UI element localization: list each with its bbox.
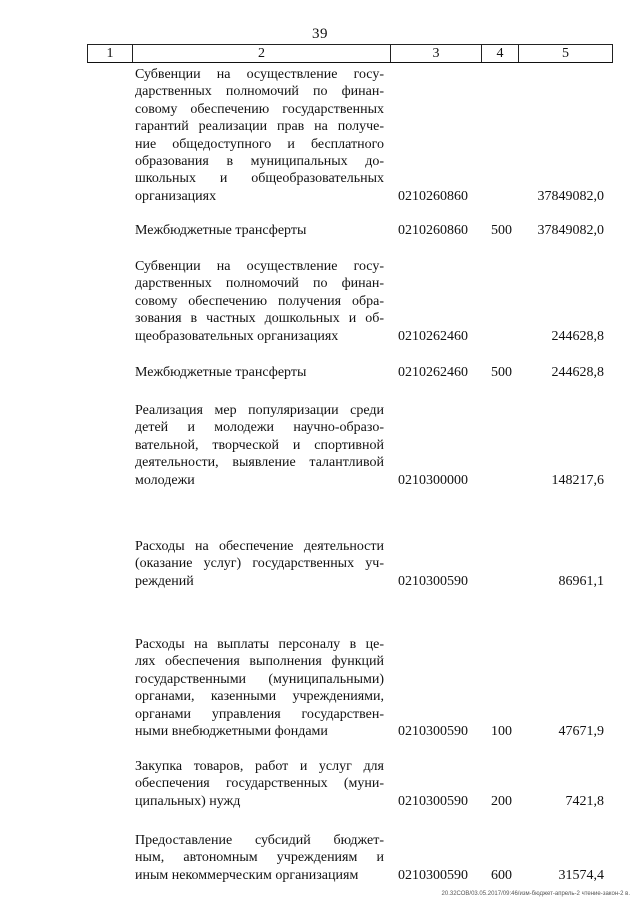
- row-name-line: деятельности, выявление талантливой: [135, 455, 384, 471]
- row-name: [135, 832, 384, 884]
- row-code: 0210262460: [398, 365, 468, 380]
- header-col-1: 1: [88, 45, 133, 62]
- row-amount: 37849082,0: [537, 223, 604, 238]
- row-name-line: обеспечения государственных (муни-: [135, 776, 384, 792]
- row-amount: 86961,1: [558, 573, 604, 589]
- row-name-line: совому обеспечению получения обра-: [135, 293, 384, 309]
- header-col-3: 3: [391, 45, 482, 62]
- row-code: 0210260860: [398, 223, 468, 238]
- row-name-line: органами, казенными учреждениями,: [135, 689, 384, 705]
- row-code: 0210300590: [398, 573, 468, 589]
- row-name-line: ние общедоступного и бесплатного: [135, 136, 384, 152]
- row-name: [135, 364, 384, 381]
- row-amount: 148217,6: [551, 472, 604, 488]
- row-expense-type: 200: [491, 793, 512, 809]
- row-amount: 37849082,0: [537, 188, 604, 204]
- row-name-line: Расходы на выплаты персоналу в це-: [135, 637, 384, 652]
- row-amount: 7421,8: [565, 793, 604, 809]
- row-name-line: органами управления государствен-: [135, 706, 384, 722]
- row-code: 0210300590: [398, 867, 468, 883]
- row-code: 0210260860: [398, 188, 468, 204]
- header-col-2: 2: [133, 45, 391, 62]
- row-code: 0210262460: [398, 328, 468, 344]
- row-name-line: ными внебюджетными фондами: [135, 724, 328, 740]
- row-name-line: иным некоммерческим организациям: [135, 867, 359, 883]
- row-name-line: зования в частных дошкольных и об-: [135, 311, 384, 327]
- row-name-line: Субвенции на осуществление госу-: [135, 259, 384, 274]
- row-amount: 31574,4: [558, 867, 604, 883]
- row-name-line: щеобразовательных организациях: [135, 328, 339, 344]
- row-amount: 244628,8: [551, 328, 604, 344]
- row-name: [135, 758, 384, 810]
- row-name: [135, 66, 384, 205]
- row-name-line: Предоставление субсидий бюджет-: [135, 833, 384, 848]
- row-name: [135, 636, 384, 740]
- row-name-line: Межбюджетные трансферты: [135, 365, 307, 380]
- row-code: 0210300590: [398, 793, 468, 809]
- row-name-line: реждений: [135, 573, 194, 589]
- row-name: [135, 538, 384, 590]
- row-code: 0210300000: [398, 472, 468, 488]
- table-header: [87, 44, 613, 63]
- row-name-line: лях обеспечения выполнения функций: [135, 654, 384, 670]
- row-name-line: Межбюджетные трансферты: [135, 223, 307, 238]
- row-amount: 244628,8: [551, 365, 604, 380]
- page-number: 39: [312, 26, 328, 42]
- row-name-line: Реализация мер популяризации среди: [135, 403, 384, 418]
- row-expense-type: 600: [491, 867, 512, 883]
- row-name-line: молодежи: [135, 472, 195, 488]
- row-name-line: ципальных) нужд: [135, 793, 241, 809]
- row-name: [135, 402, 384, 489]
- row-name-line: ным, автономным учреждениям и: [135, 850, 384, 866]
- row-name: [135, 258, 384, 345]
- row-name-line: школьных и общеобразовательных: [135, 171, 384, 187]
- row-name: [135, 222, 384, 239]
- footer-print-mark: 20.32СОВ/03.05.2017/09:46/изм-бюджет-апрель-2 чтение-закон-2 в.: [441, 891, 630, 897]
- row-expense-type: 500: [491, 365, 512, 380]
- row-amount: 47671,9: [558, 724, 604, 739]
- row-name-line: организациях: [135, 188, 217, 204]
- row-name-line: дарственных полномочий по финан-: [135, 276, 384, 292]
- row-name-line: гарантий реализации прав на получе-: [135, 119, 384, 135]
- row-expense-type: 500: [491, 223, 512, 238]
- row-name-line: детей и молодежи научно-образо-: [135, 420, 384, 436]
- header-col-5: 5: [562, 45, 569, 61]
- row-expense-type: 100: [491, 724, 512, 739]
- row-name-line: образования в муниципальных до-: [135, 154, 384, 170]
- header-col-4: 4: [482, 45, 519, 62]
- row-name-line: дарственных полномочий по финан-: [135, 84, 384, 100]
- row-name-line: Закупка товаров, работ и услуг для: [135, 759, 384, 774]
- row-name-line: Расходы на обеспечение деятельности: [135, 539, 384, 554]
- row-name-line: государственными (муниципальными): [135, 671, 384, 687]
- row-name-line: вательной, творческой и спортивной: [135, 437, 384, 453]
- row-code: 0210300590: [398, 724, 468, 739]
- row-name-line: Субвенции на осуществление госу-: [135, 67, 384, 82]
- row-name-line: совому обеспечению государственных: [135, 101, 384, 117]
- row-name-line: (оказание услуг) государственных уч-: [135, 556, 384, 572]
